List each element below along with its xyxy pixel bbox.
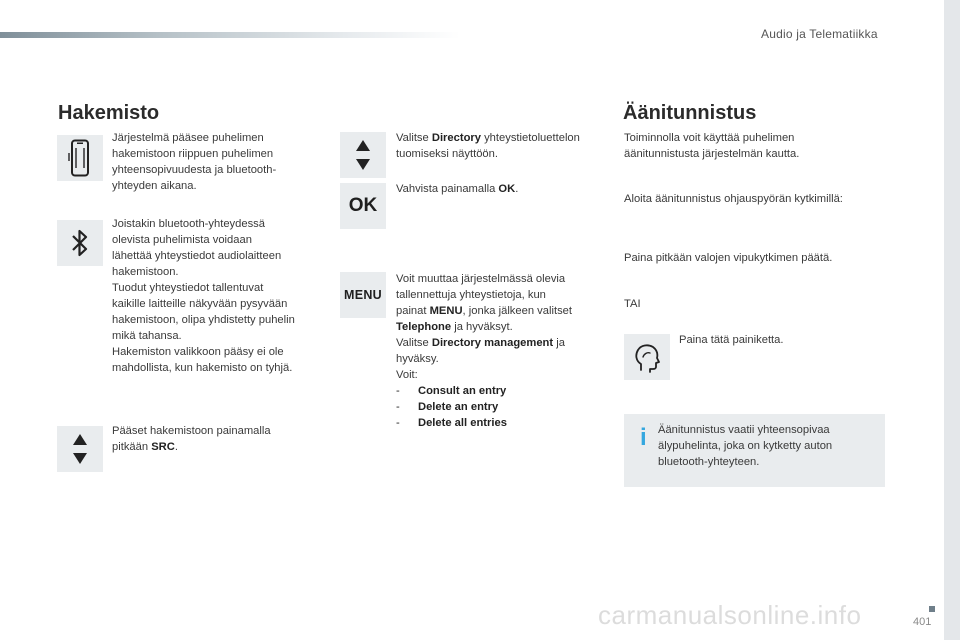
confirm-ok-text: Vahvista painamalla OK. (396, 183, 519, 195)
heading-directory: Hakemisto (58, 102, 160, 124)
option-delete-all: - Delete all entries (396, 417, 507, 429)
press-button-text: Paina tätä painiketta. (679, 334, 784, 346)
page-edge-bar (944, 0, 960, 640)
src-press-text: Pääset hakemistoon painamalla pitkään SRC. (112, 425, 271, 453)
heading-voice-recognition: Äänitunnistus (623, 102, 757, 124)
page-number: 401 (913, 616, 932, 628)
menu-label: MENU (343, 288, 382, 302)
phone-icon-box (57, 135, 103, 181)
info-note-box (624, 414, 885, 487)
page-marker (929, 606, 935, 612)
header-rule (0, 32, 460, 38)
or-text: TAI (624, 298, 641, 310)
info-icon: i (640, 424, 647, 451)
long-press-text: Paina pitkään valojen vipukytkimen päätä. (624, 252, 833, 264)
voice-intro-text: Toiminnolla voit käyttää puhelimen äänitunnistusta järjestelmän kautta. (624, 132, 800, 160)
ok-label: OK (348, 195, 378, 216)
watermark: carmanualsonline.info (598, 600, 862, 630)
directory-access-text: Järjestelmä pääsee puhelimen hakemistoon riippuen puhelimen yhteensopivuudesta ja bluetooth- yhteyden aikana. (112, 132, 277, 192)
menu-button-icon (340, 272, 386, 318)
bluetooth-icon (70, 227, 90, 259)
modify-contacts-text: Voit muuttaa järjestelmässä olevia tallennettuja yhteystietoja, kun painat MENU, jonka jälkeen valitset Telephone ja hyväksyt. Valitse Directory management ja hyväksy. Voit: - Consult an entry - Delete an entry - Delete all entries (396, 273, 572, 429)
voice-start-text: Aloita äänitunnistus ohjauspyörän kytkimillä: (624, 193, 843, 205)
bluetooth-icon-box (57, 220, 103, 266)
arrows-icon-box-src (57, 426, 103, 472)
info-note-text: Äänitunnistus vaatii yhteensopivaa älypuhelinta, joka on kytketty auton bluetooth-yhteyteen. (658, 424, 833, 468)
section-title: Audio ja Telematiikka (761, 27, 878, 41)
arrows-up-down-icon (70, 432, 90, 466)
arrows-icon-box-directory (340, 132, 386, 178)
bluetooth-sync-text: Joistakin bluetooth-yhteydessä olevista puhelimista voidaan lähettää yhteystiedot audiolaitteen hakemistoon. Tuodut yhteystiedot tallentuvat kaikille laitteille näkyvään pysyvään hakemistoon, olipa yhdistetty puhelin mikä tahansa. Hakemiston valikkoon pääsy ei ole mahdollista, kun hakemisto on tyhjä. (112, 218, 295, 374)
select-directory-text: Valitse Directory yhteystietoluettelon tuomiseksi näyttöön. (396, 132, 580, 160)
voice-icon-box (624, 334, 670, 380)
arrows-up-down-icon (353, 138, 373, 172)
voice-command-icon (630, 340, 664, 374)
phone-icon (67, 139, 93, 177)
option-delete-entry: - Delete an entry (396, 401, 499, 413)
option-consult-entry: - Consult an entry (396, 385, 507, 397)
ok-button-icon (340, 183, 386, 229)
